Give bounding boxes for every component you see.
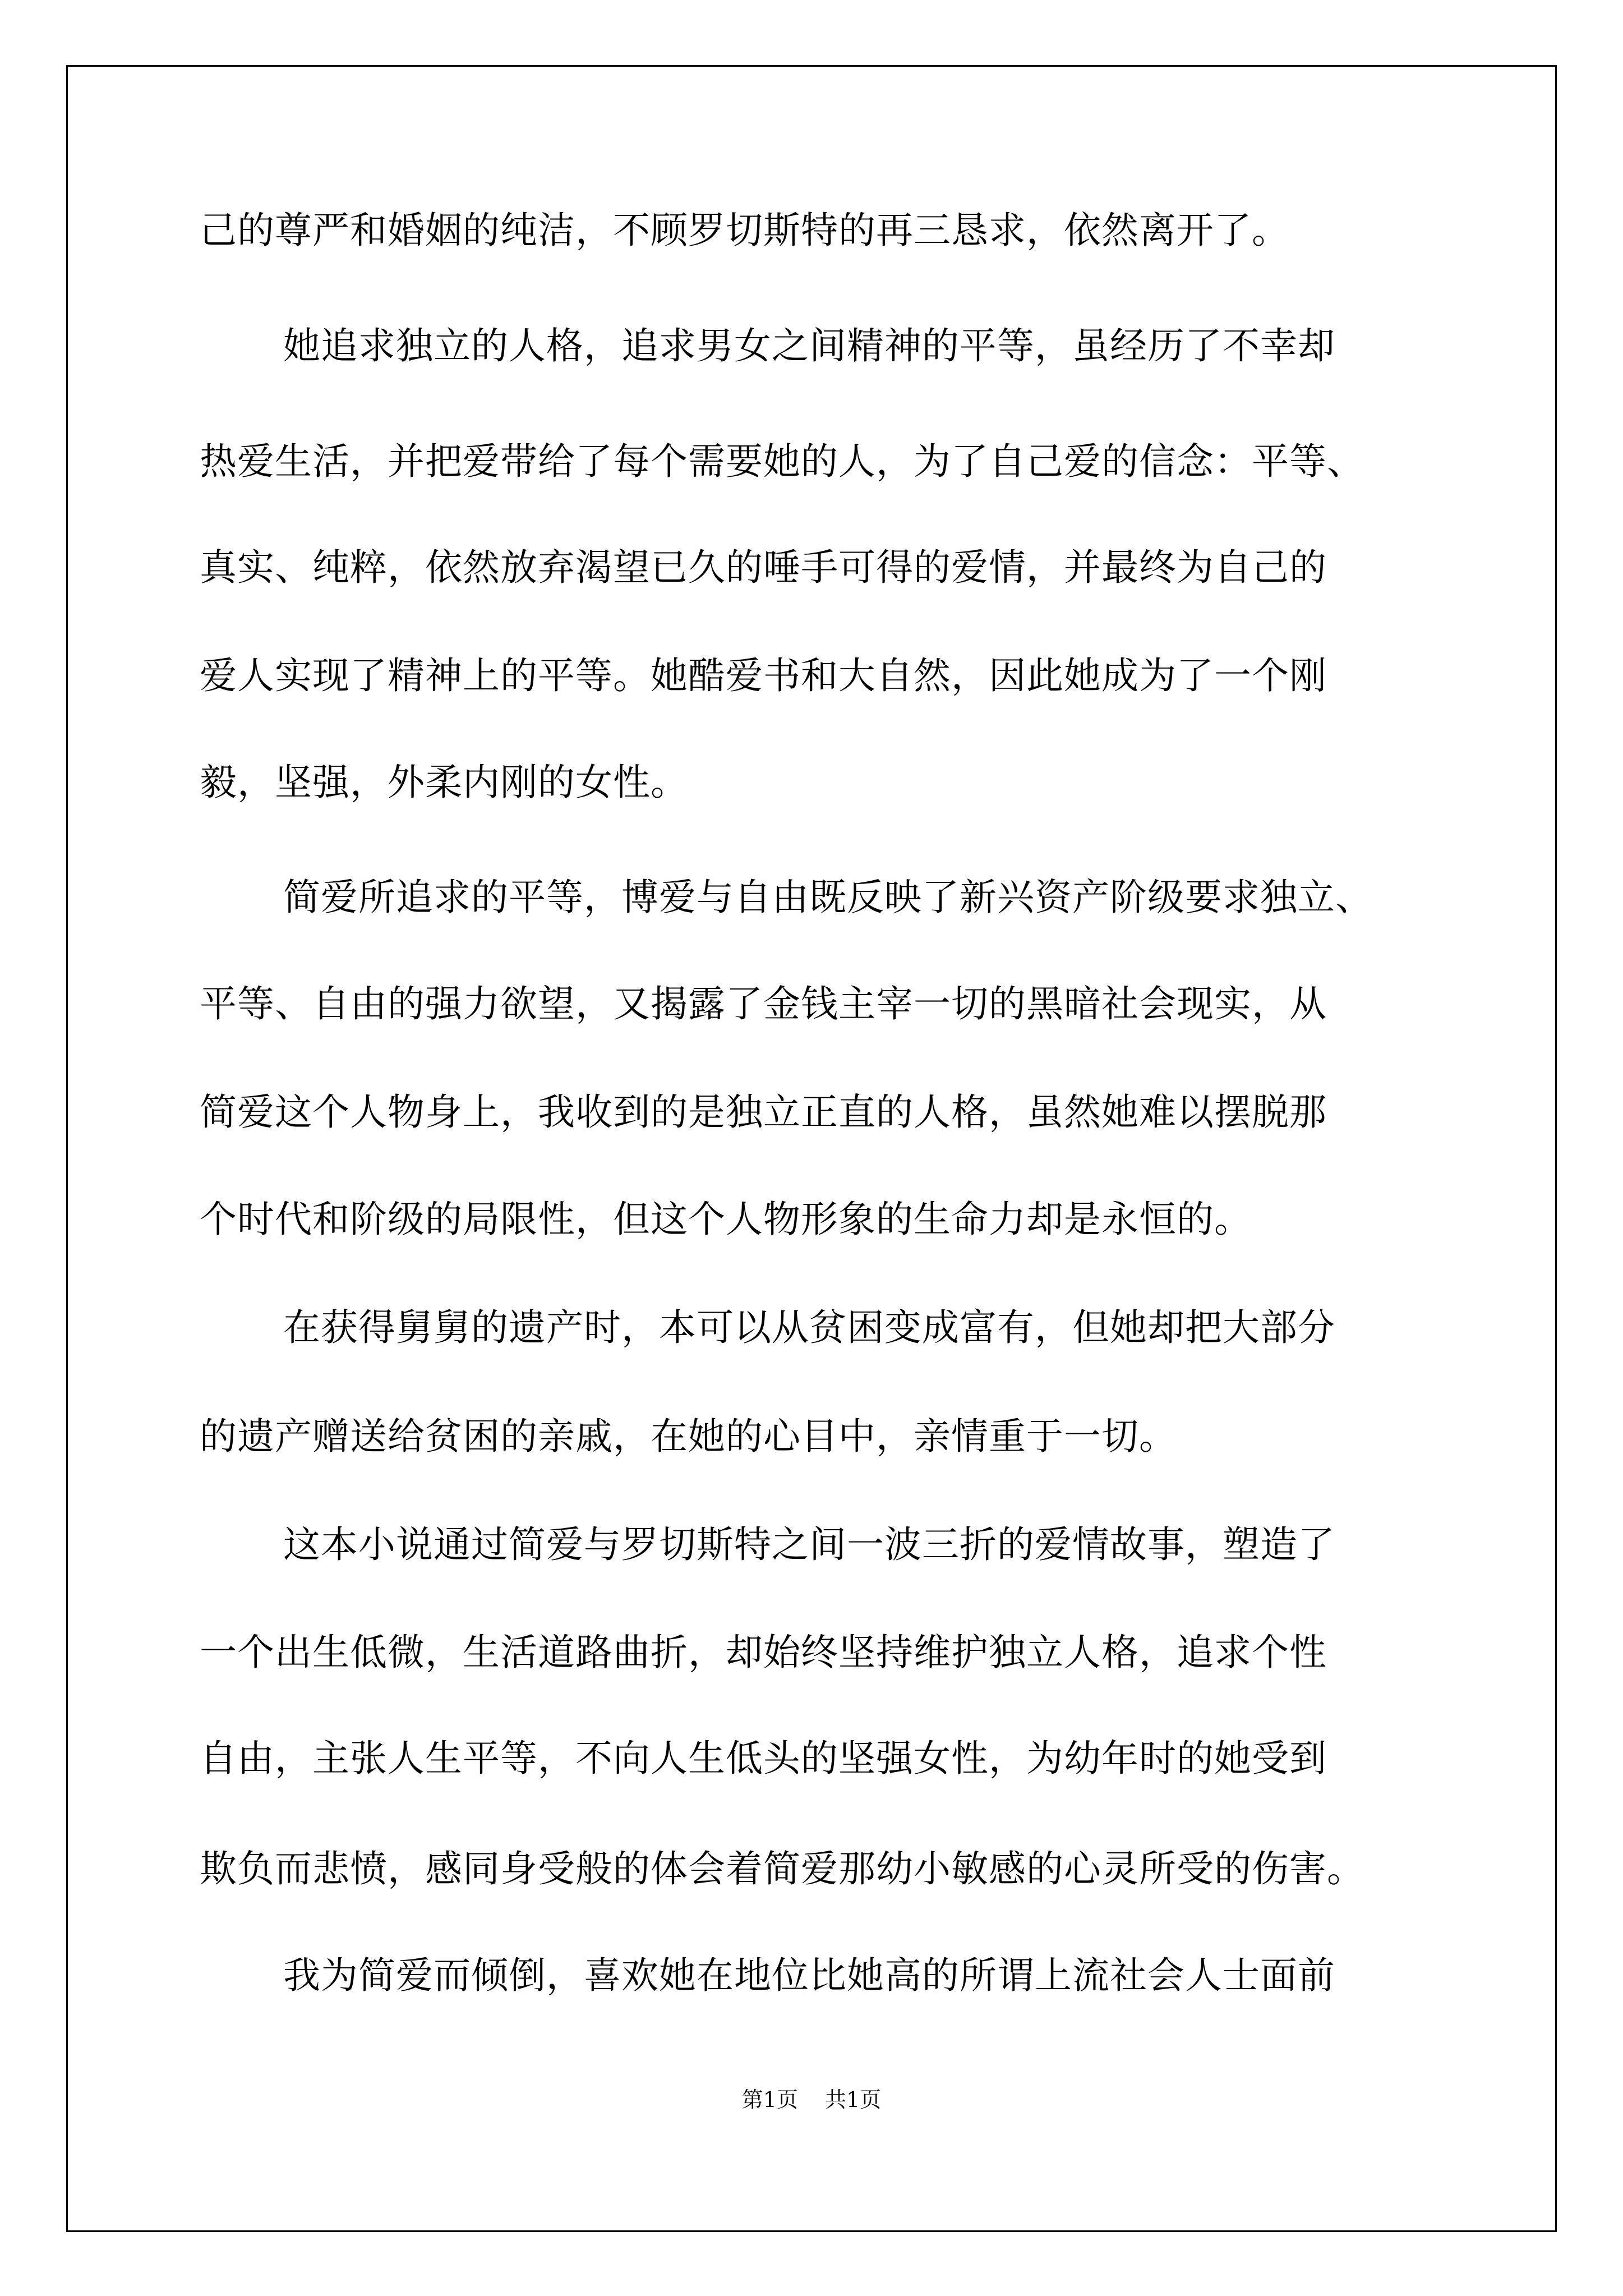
paragraph-start-line: 这本小说通过简爱与罗切斯特之间一波三折的爱情故事，塑造了 (283, 1523, 1335, 1566)
text-line: 平等、自由的强力欲望，又揭露了金钱主宰一切的黑暗社会现实，从 (200, 982, 1327, 1025)
text-line: 爱人实现了精神上的平等。她酷爱书和大自然，因此她成为了一个刚 (200, 654, 1327, 697)
text-line: 简爱这个人物身上，我收到的是独立正直的人格，虽然她难以摆脱那 (200, 1091, 1327, 1134)
paragraph-start-line: 我为简爱而倾倒，喜欢她在地位比她高的所谓上流社会人士面前 (283, 1954, 1335, 1997)
text-line: 真实、纯粹，依然放弃渴望已久的唾手可得的爱情，并最终为自己的 (200, 546, 1327, 589)
page-footer (0, 2086, 1623, 2114)
page-border (66, 65, 1557, 2232)
text-line: 己的尊严和婚姻的纯洁，不顾罗切斯特的再三恳求，依然离开了。 (200, 209, 1289, 252)
text-line: 毅，坚强，外柔内刚的女性。 (200, 761, 688, 804)
text-line: 个时代和阶级的局限性，但这个人物形象的生命力却是永恒的。 (200, 1198, 1252, 1241)
paragraph-start-line: 简爱所追求的平等，博爱与自由既反映了新兴资产阶级要求独立、 (283, 876, 1373, 919)
page-number: 第1页 (741, 2087, 798, 2112)
text-line: 欺负而悲愤，感同身受般的体会着简爱那幼小敏感的心灵所受的伤害。 (200, 1847, 1364, 1890)
text-line: 一个出生低微，生活道路曲折，却始终坚持维护独立人格，追求个性 (200, 1631, 1327, 1674)
paragraph-start-line: 她追求独立的人格，追求男女之间精神的平等，虽经历了不幸却 (283, 324, 1335, 367)
text-line: 热爱生活，并把爱带给了每个需要她的人，为了自己爱的信念：平等、 (200, 440, 1364, 483)
text-line: 的遗产赠送给贫困的亲戚，在她的心目中，亲情重于一切。 (200, 1415, 1177, 1458)
paragraph-start-line: 在获得舅舅的遗产时，本可以从贫困变成富有，但她却把大部分 (283, 1306, 1335, 1349)
text-line: 自由，主张人生平等，不向人生低头的坚强女性，为幼年时的她受到 (200, 1737, 1327, 1780)
page-total: 共1页 (825, 2087, 882, 2112)
